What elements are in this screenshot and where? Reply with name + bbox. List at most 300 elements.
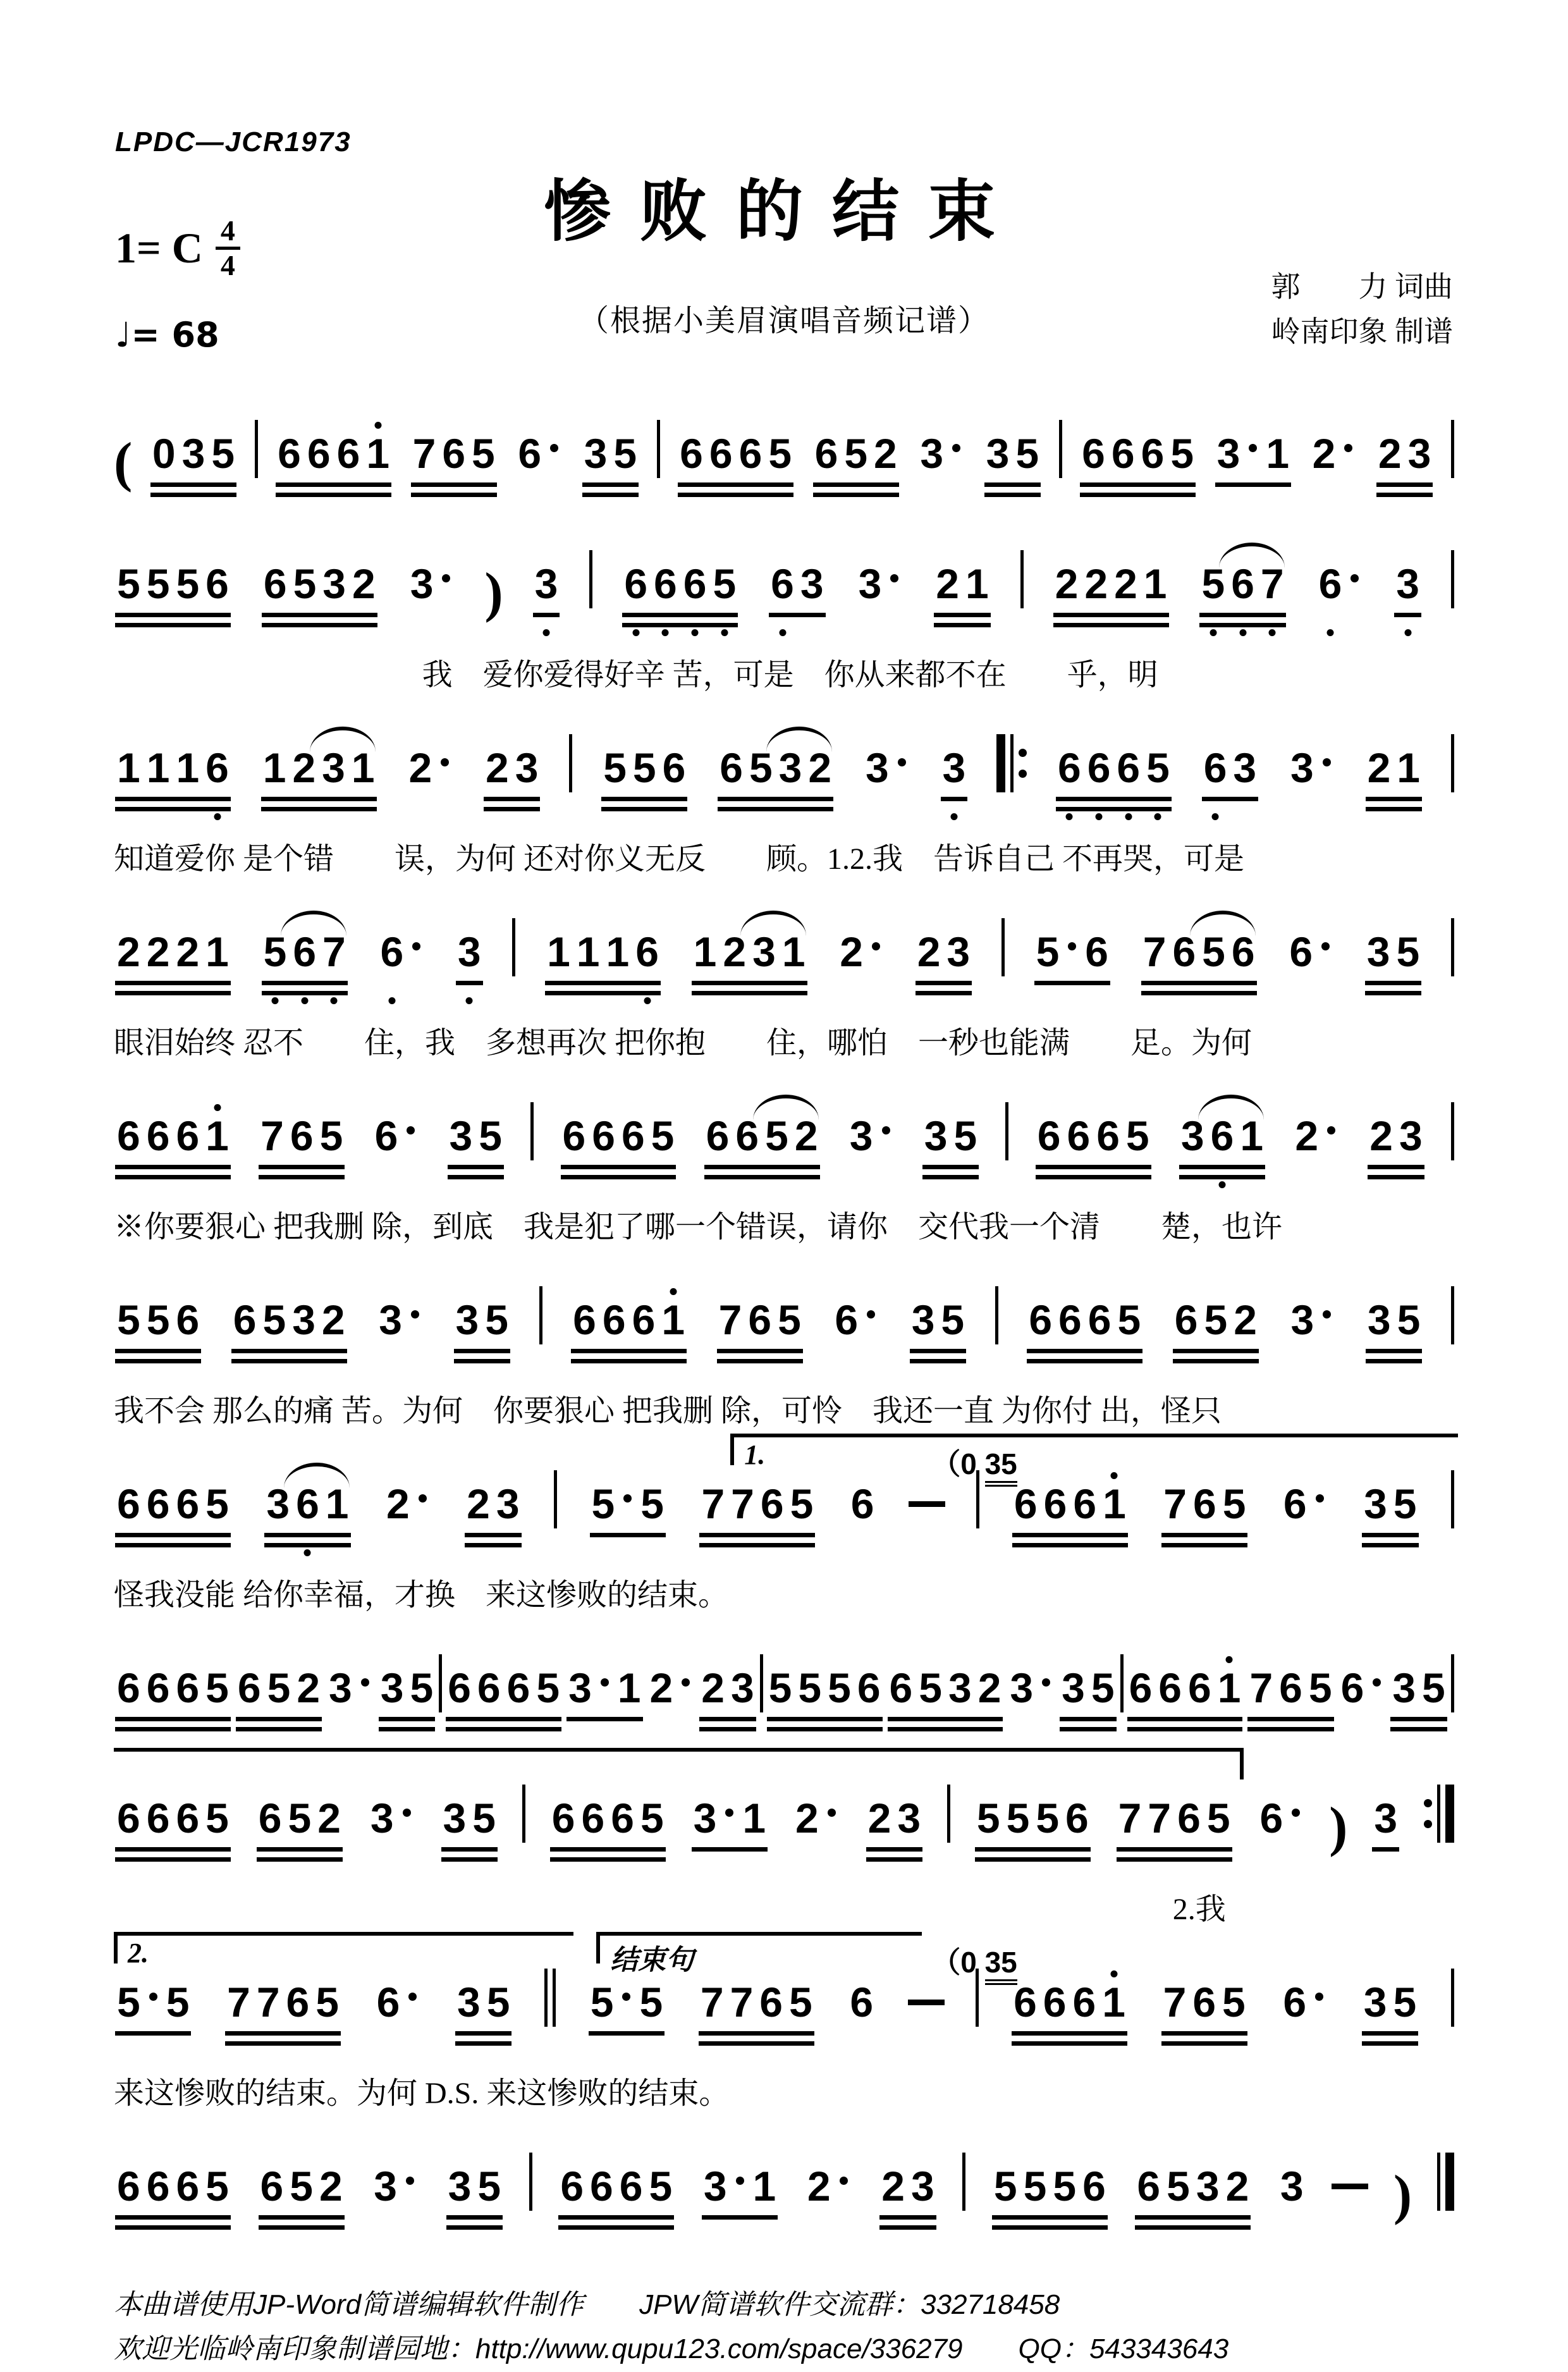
note-digit: 6 xyxy=(258,1795,282,1841)
note-digit: 6 xyxy=(263,560,287,607)
volta-bracket xyxy=(730,1434,1458,1470)
thin-bar xyxy=(1451,550,1454,608)
thin-bar xyxy=(1020,550,1024,608)
octave-dot-low xyxy=(1066,813,1073,820)
system-row xyxy=(114,918,1454,1062)
note-group xyxy=(260,928,349,1008)
note-digit: 6 xyxy=(290,1112,314,1159)
note-digit: 6 xyxy=(1043,1480,1067,1527)
note-digit: 6 xyxy=(307,430,331,477)
note-digit: 5 xyxy=(1006,1795,1030,1841)
note-digit: 2 xyxy=(649,1664,673,1711)
beam-underline xyxy=(150,493,236,497)
note-digit: 1 xyxy=(1397,744,1421,791)
dot-after xyxy=(407,1126,415,1134)
note-digit: 2 xyxy=(292,744,316,791)
beam-underline xyxy=(1036,1165,1151,1169)
note-group xyxy=(532,560,561,640)
note-group xyxy=(1364,744,1423,824)
note-group xyxy=(444,1664,563,1744)
note-group xyxy=(383,1480,432,1560)
note-digit: 6 xyxy=(374,1112,398,1159)
note-group xyxy=(445,2165,504,2242)
beam-underline xyxy=(1012,1533,1128,1537)
dot-after xyxy=(828,1809,836,1817)
beam-underline xyxy=(813,482,899,487)
note-digit: 7 xyxy=(1163,1480,1187,1527)
beam-underline xyxy=(699,2031,814,2036)
beam-underline xyxy=(813,493,899,497)
note-group xyxy=(1055,744,1173,824)
note-digit: 6 xyxy=(205,560,229,607)
thin-bar xyxy=(553,1969,556,2027)
note-digit: 1 xyxy=(176,744,200,791)
note-digit: 3 xyxy=(1407,430,1431,477)
barline xyxy=(589,550,592,608)
beam-underline xyxy=(699,1543,815,1547)
note-digit: 6 xyxy=(1058,1296,1082,1343)
note-digit: 6 xyxy=(680,563,710,605)
note-group xyxy=(1338,1664,1387,1744)
note-digit: 3 xyxy=(1180,1112,1204,1159)
song-subtitle: （根据小美眉演唱音频记谱） xyxy=(578,304,989,338)
note-digit: 3 xyxy=(374,2163,397,2209)
beam-underline xyxy=(1366,1359,1422,1363)
note-group xyxy=(792,1797,842,1874)
note-digit: 6 xyxy=(117,1795,140,1841)
note-digit: 6 xyxy=(1082,430,1105,477)
note-group xyxy=(677,430,795,510)
octave-dot-low xyxy=(632,629,639,636)
note-digit: 3 xyxy=(911,1296,935,1343)
beam-underline xyxy=(866,1857,922,1862)
note-group xyxy=(224,1981,342,2058)
note-digit: 3 xyxy=(752,928,776,975)
beam-underline xyxy=(922,1165,979,1169)
parenthesis: ) xyxy=(1329,1797,1348,1858)
note-digit: 5 xyxy=(613,430,637,477)
note-digit: 6 xyxy=(293,1483,322,1525)
thin-bar xyxy=(947,1785,950,1843)
thin-bar xyxy=(522,1785,525,1843)
octave-dot-low xyxy=(1239,629,1246,636)
note-digit: 5 xyxy=(1091,1664,1115,1711)
octave-dot-low xyxy=(1218,1181,1225,1188)
note-digit: 3 xyxy=(924,1112,948,1159)
beam-underline xyxy=(484,807,540,811)
note-digit: 5 xyxy=(1222,1480,1246,1527)
note-group xyxy=(405,744,455,824)
beam-underline xyxy=(259,1165,345,1169)
note-group xyxy=(367,1797,417,1874)
beam-underline xyxy=(1366,1349,1422,1353)
beam-underline xyxy=(261,807,377,811)
note-digit: 3 xyxy=(329,1664,352,1711)
note-digit: 5 xyxy=(590,1979,614,2025)
note-digit: 1 xyxy=(262,744,286,791)
note-digit: 5 xyxy=(1206,1795,1230,1841)
octave-dot-high xyxy=(214,1104,221,1111)
note-digit: 6 xyxy=(1340,1664,1364,1711)
note-digit: 6 xyxy=(176,1480,200,1527)
note-digit: 6 xyxy=(1141,430,1165,477)
note-digit: 6 xyxy=(377,931,407,973)
note-digit: 6 xyxy=(1259,1795,1283,1841)
note-digit: 6 xyxy=(448,1664,471,1711)
note-digit: 6 xyxy=(735,1112,759,1159)
beam-underline xyxy=(916,981,972,985)
beam-underline xyxy=(678,493,793,497)
slur-arc xyxy=(766,727,832,752)
note-digit: 3 xyxy=(778,744,802,791)
dot-after xyxy=(1292,1809,1300,1817)
note-digit: 5 xyxy=(479,1112,502,1159)
beam-underline xyxy=(582,493,639,497)
note-digit: 1 xyxy=(658,1299,688,1341)
note-digit: 6 xyxy=(506,1664,530,1711)
beam-underline xyxy=(1141,981,1257,985)
beam-underline xyxy=(1135,2225,1251,2230)
beam-underline xyxy=(1012,2041,1127,2046)
thin-bar xyxy=(255,420,258,478)
note-digit: 6 xyxy=(1158,1664,1182,1711)
note-group xyxy=(703,1112,821,1192)
barline xyxy=(439,1654,442,1712)
beam-underline xyxy=(465,1543,521,1547)
beam-underline xyxy=(262,981,348,985)
dot-after xyxy=(736,2177,744,2185)
note-digit: 5 xyxy=(536,1664,560,1711)
barline xyxy=(1451,1470,1454,1528)
note-group xyxy=(377,1664,436,1744)
note-group xyxy=(1277,2165,1307,2242)
volta-bracket xyxy=(114,1748,1244,1779)
beam-underline xyxy=(567,1717,642,1721)
note-group xyxy=(1010,1981,1129,2058)
beam-underline xyxy=(590,1533,666,1537)
note-group xyxy=(371,2165,420,2242)
note-digit: 5 xyxy=(640,1480,664,1527)
note-digit: 2 xyxy=(467,1480,490,1527)
note-digit: 6 xyxy=(1067,1112,1091,1159)
beam-underline xyxy=(582,482,639,487)
thin-bar xyxy=(1437,2153,1440,2211)
parenthesis: ) xyxy=(1393,2165,1412,2226)
note-digit: 5 xyxy=(778,1296,801,1343)
note-digit: 5 xyxy=(117,1979,140,2025)
beam-underline xyxy=(558,2215,674,2220)
note-digit: 3 xyxy=(1363,1979,1387,2025)
beam-underline xyxy=(1362,1543,1418,1547)
sheet-footer xyxy=(0,2242,1568,2372)
song-title: 惨败的结束 xyxy=(544,175,1024,249)
note-digit: 6 xyxy=(442,430,466,477)
note-digit: 1 xyxy=(146,744,170,791)
note-digit: 3 xyxy=(457,1979,481,2025)
note-digit: 6 xyxy=(336,430,360,477)
dot-after xyxy=(408,1993,417,2001)
beam-underline xyxy=(446,2225,503,2230)
note-digit: 6 xyxy=(146,1112,170,1159)
note-digit: 2 xyxy=(1234,1296,1257,1343)
beam-underline xyxy=(1161,1533,1247,1537)
note-group xyxy=(274,430,393,510)
dot-after xyxy=(1316,1494,1324,1502)
note-group xyxy=(862,744,912,824)
note-group xyxy=(1309,430,1359,510)
thick-bar xyxy=(996,734,1005,792)
octave-dot-low xyxy=(644,997,651,1004)
lyrics-line: 我不会 那么的痛 苦。为何 你要狠心 把我删 除，可怜 我还一直 为你付 出，怪只 xyxy=(114,1394,1222,1428)
beam-underline xyxy=(1080,493,1196,497)
note-digit: 5 xyxy=(315,1979,339,2025)
beam-underline xyxy=(115,2031,191,2036)
note-digit: 5 xyxy=(472,1795,496,1841)
barline xyxy=(1005,1102,1008,1160)
note-digit: 3 xyxy=(568,1664,592,1711)
note-group xyxy=(114,744,232,824)
beam-underline xyxy=(879,2215,936,2220)
beam-underline xyxy=(456,981,483,985)
note-digit: 5 xyxy=(639,1979,663,2025)
note-digit: 6 xyxy=(1072,1979,1096,2025)
note-digit: 3 xyxy=(496,1480,520,1527)
beam-underline xyxy=(1365,981,1421,985)
beam-underline xyxy=(262,613,377,617)
beam-underline xyxy=(601,797,687,801)
note-group xyxy=(1134,2165,1252,2242)
lyrics-line: 眼泪始终 忍不 住，我 多想再次 把你抱 住，哪怕 一秒也能满 足。为何 xyxy=(114,1026,1253,1060)
beam-underline xyxy=(571,1349,687,1353)
beam-underline xyxy=(866,1847,922,1852)
note-digit: 7 xyxy=(1118,1795,1142,1841)
note-group xyxy=(1393,560,1423,640)
note-group xyxy=(1280,1480,1330,1560)
note-digit: 6 xyxy=(1084,747,1114,789)
note-digit: 6 xyxy=(286,1979,310,2025)
note-digit: 6 xyxy=(1228,563,1258,605)
beam-underline xyxy=(1161,2041,1247,2046)
note-group xyxy=(149,430,238,510)
dot-after xyxy=(1315,1993,1323,2001)
note-group xyxy=(1007,1664,1056,1744)
note-digit: 6 xyxy=(1029,1296,1053,1343)
beam-underline xyxy=(1215,482,1291,487)
thin-bar xyxy=(530,1102,534,1160)
barline xyxy=(1437,2153,1454,2211)
note-digit: 6 xyxy=(117,1664,140,1711)
volta-label: 结束句 xyxy=(610,1945,694,1976)
note-digit: 3 xyxy=(455,931,484,973)
beam-underline xyxy=(448,1175,504,1179)
note-digit: 3 xyxy=(380,1664,404,1711)
note-digit: 5 xyxy=(205,1795,229,1841)
beam-underline xyxy=(699,1533,815,1537)
note-group xyxy=(698,1480,816,1560)
dot-after xyxy=(840,2177,848,2185)
note-digit: 5 xyxy=(649,2163,673,2209)
note-digit: 1 xyxy=(752,2163,776,2209)
notation-line xyxy=(114,1470,1454,1560)
note-digit: 6 xyxy=(146,2163,170,2209)
beam-underline xyxy=(1362,1533,1418,1537)
note-digit: 1 xyxy=(781,928,805,975)
note-digit: 6 xyxy=(1192,1979,1216,2025)
note-group xyxy=(482,744,541,824)
note-digit: 5 xyxy=(205,2163,229,2209)
lyrics-line: 2.我 xyxy=(1172,1893,1226,1926)
note-digit: 6 xyxy=(176,1664,200,1711)
thin-bar xyxy=(995,1286,998,1344)
note-digit: 6 xyxy=(850,1480,874,1527)
octave-dot-high xyxy=(670,1288,677,1295)
note-group xyxy=(235,1664,323,1744)
note-digit: 2 xyxy=(795,1795,819,1841)
thin-bar xyxy=(1010,734,1014,792)
thin-bar xyxy=(657,420,660,478)
beam-underline xyxy=(231,1349,347,1353)
note-digit: 3 xyxy=(703,2163,727,2209)
notation-line xyxy=(114,1969,1454,2058)
note-digit: 2 xyxy=(317,1795,341,1841)
note-group xyxy=(1287,744,1337,824)
barline xyxy=(1451,1654,1454,1712)
barline xyxy=(1020,550,1024,608)
thin-bar xyxy=(1005,1102,1008,1160)
note-digit: 3 xyxy=(448,2163,472,2209)
system-row xyxy=(114,1286,1454,1430)
lyrics-line: 我 爱你爱得好辛 苦，可是 你从来都不在 乎，明 xyxy=(422,658,1158,692)
beam-underline xyxy=(1034,981,1110,985)
note-digit: 5 xyxy=(632,744,656,791)
thin-bar xyxy=(539,1286,542,1344)
note-group xyxy=(560,1112,678,1192)
note-digit: 3 xyxy=(292,1296,315,1343)
note-digit: 6 xyxy=(706,1112,730,1159)
note-digit: 5 xyxy=(211,430,235,477)
dot-after xyxy=(898,758,906,766)
thin-bar xyxy=(1059,420,1062,478)
note-group xyxy=(983,430,1042,510)
note-group xyxy=(909,1296,967,1376)
note-group xyxy=(1288,1296,1337,1376)
note-digit: 5 xyxy=(1143,747,1173,789)
note-group xyxy=(1214,430,1292,510)
octave-dot-low xyxy=(1326,629,1333,636)
note-group xyxy=(878,2165,937,2242)
note-group xyxy=(716,1296,804,1376)
note-group xyxy=(565,1664,644,1744)
system-row xyxy=(114,1938,1454,2112)
note-digit: 6 xyxy=(551,1795,575,1841)
note-group xyxy=(1375,430,1434,510)
note-digit: 2 xyxy=(321,1296,345,1343)
note-digit: 5 xyxy=(117,560,140,607)
dash-note xyxy=(1332,2184,1368,2189)
note-group xyxy=(1140,928,1258,1008)
beam-underline xyxy=(1135,2215,1251,2220)
thin-bar xyxy=(1451,1969,1454,2027)
note-digit: 6 xyxy=(176,1112,200,1159)
note-digit: 6 xyxy=(1283,1480,1307,1527)
note-digit: 6 xyxy=(889,1664,913,1711)
beam-underline xyxy=(1141,991,1257,995)
note-group xyxy=(1178,1112,1266,1192)
barline xyxy=(554,1470,557,1528)
notation-line xyxy=(114,420,1454,510)
volta-label: 2. xyxy=(128,1938,149,1969)
note-digit: 6 xyxy=(1172,928,1196,975)
beam-underline xyxy=(692,1847,768,1852)
beam-underline xyxy=(1060,1717,1116,1721)
slur-arc xyxy=(281,911,346,936)
note-digit: 6 xyxy=(1201,747,1230,789)
note-digit: 7 xyxy=(227,1979,250,2025)
note-group xyxy=(847,1112,896,1192)
note-digit: 6 xyxy=(632,1296,656,1343)
dot-after xyxy=(882,1126,890,1134)
note-group xyxy=(446,1112,505,1192)
beam-underline xyxy=(446,1727,561,1731)
note-group xyxy=(1361,1981,1419,2058)
note-group xyxy=(690,928,809,1008)
beam-underline xyxy=(231,1359,347,1363)
note-digit: 6 xyxy=(611,1795,634,1841)
thin-bar xyxy=(529,2153,532,2211)
note-group xyxy=(1058,1664,1117,1744)
barline xyxy=(760,1654,763,1712)
barline xyxy=(1451,1286,1454,1344)
note-group xyxy=(1366,1112,1425,1192)
beam-underline xyxy=(262,623,377,627)
beam-underline xyxy=(1376,493,1433,497)
repeat-dot xyxy=(1424,1820,1432,1828)
note-digit: 6 xyxy=(1096,1112,1120,1159)
note-group xyxy=(114,1112,232,1192)
thin-bar xyxy=(554,1470,557,1528)
dot-after xyxy=(1249,444,1257,452)
beam-underline xyxy=(264,1543,350,1547)
beam-underline xyxy=(446,2215,503,2220)
note-digit: 5 xyxy=(146,1296,170,1343)
note-digit: 6 xyxy=(1113,747,1143,789)
note-digit: 2 xyxy=(1055,560,1079,607)
beam-underline xyxy=(259,2215,345,2220)
octave-dot-low xyxy=(388,997,395,1004)
slur-arc xyxy=(284,1463,350,1488)
note-group xyxy=(921,1112,980,1192)
note-digit: 2 xyxy=(1114,560,1137,607)
note-digit: 2 xyxy=(840,928,863,975)
note-group xyxy=(848,1480,878,1560)
note-digit: 3 xyxy=(849,1112,873,1159)
pickup-notes xyxy=(931,1939,1017,1981)
notation-line xyxy=(114,2153,1454,2242)
key-label: 1= C xyxy=(115,223,203,272)
note-digit: 5 xyxy=(749,744,773,791)
beam-underline xyxy=(992,2215,1108,2220)
note-digit: 6 xyxy=(1073,1480,1097,1527)
note-digit: 1 xyxy=(742,1795,766,1841)
beam-underline xyxy=(922,1175,979,1179)
note-digit: 6 xyxy=(117,1112,140,1159)
note-digit: 5 xyxy=(1036,1795,1060,1841)
note-group xyxy=(831,1296,881,1376)
lyrics-line: 知道爱你 是个错 误，为何 还对你义无反 顾。1.2.我 告诉自己 不再哭，可是 xyxy=(114,842,1245,876)
note-digit: 5 xyxy=(260,931,290,973)
credit-transcriber: 岭南印象 制谱 xyxy=(1271,316,1453,348)
note-digit: 5 xyxy=(1053,2163,1077,2209)
